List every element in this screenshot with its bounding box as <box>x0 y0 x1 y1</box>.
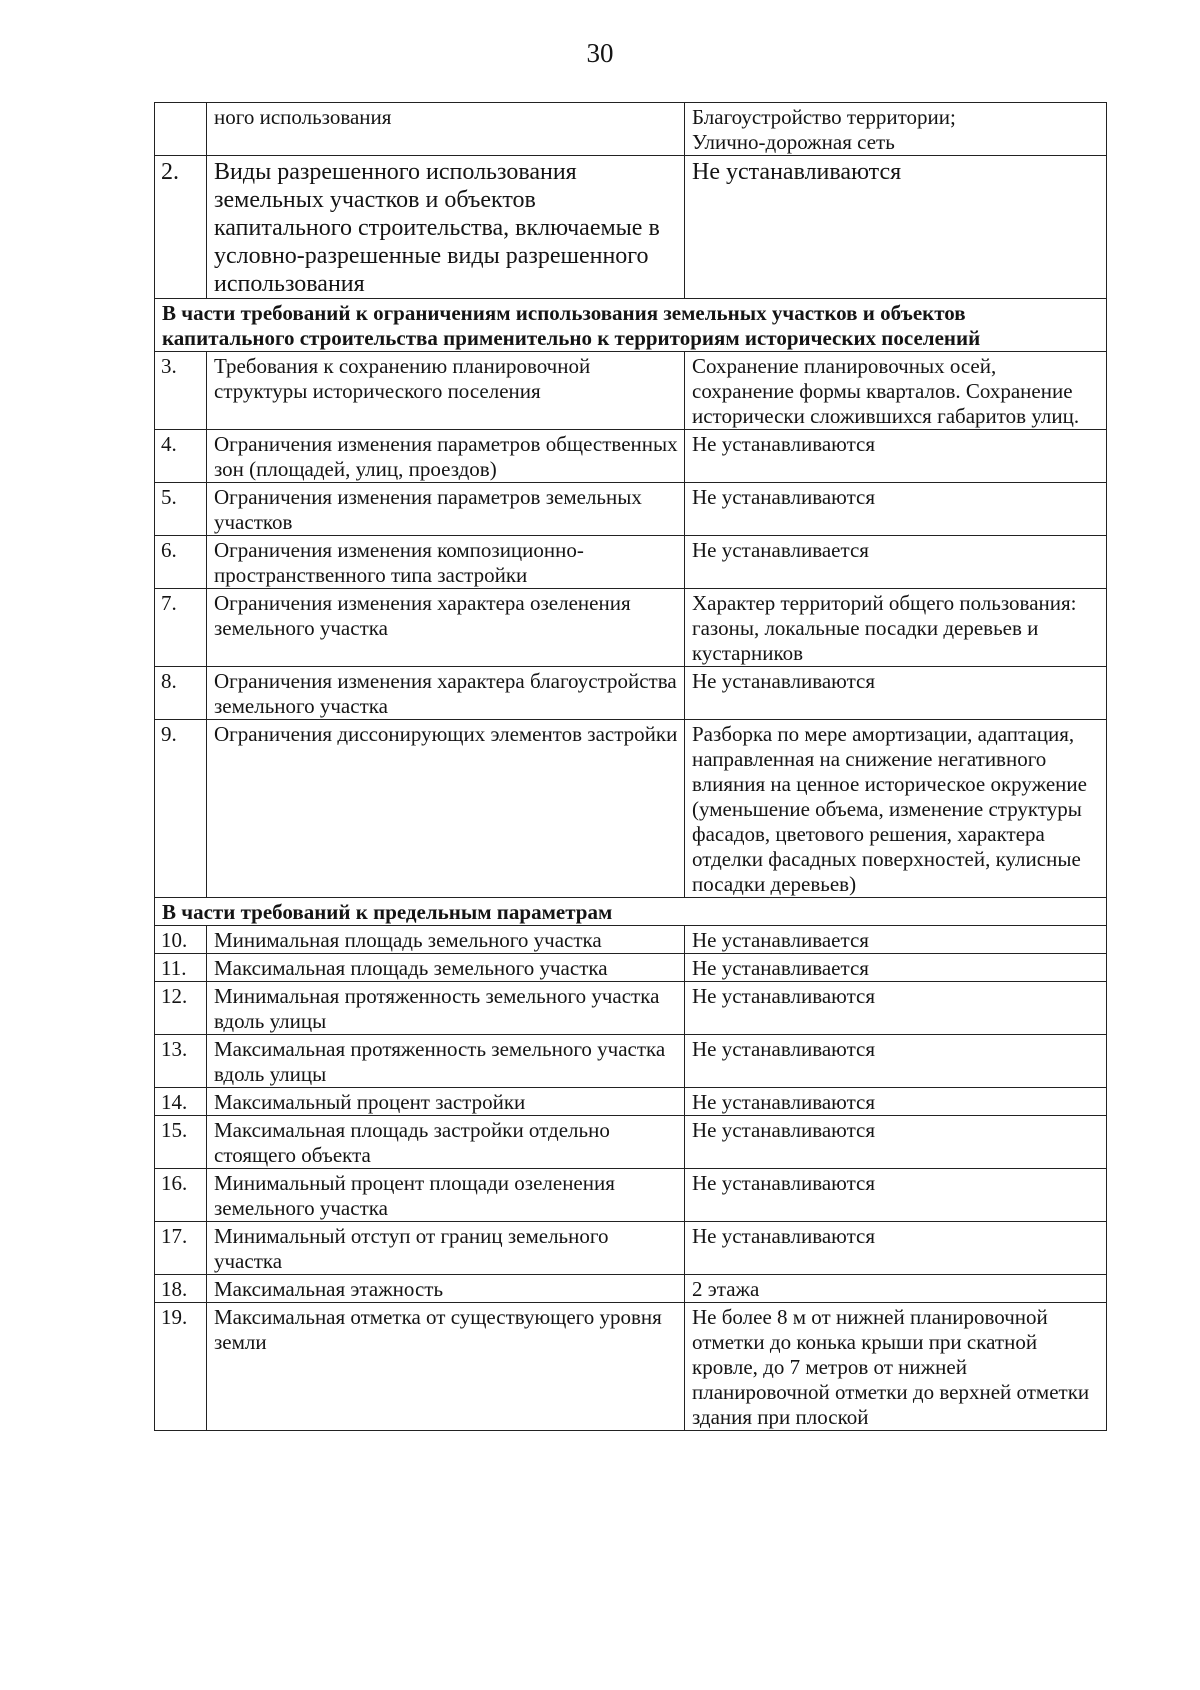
row-number-cell: 9. <box>155 720 207 898</box>
row-name-cell: Минимальная площадь земельного участка <box>207 926 685 954</box>
row-name-cell: ного использования <box>207 103 685 156</box>
table-row <box>155 483 1107 536</box>
section-header-row <box>155 898 1107 926</box>
row-value-cell: Не устанавливаются <box>685 483 1107 536</box>
row-number-cell: 18. <box>155 1275 207 1303</box>
row-value-cell: Не устанавливаются <box>685 1169 1107 1222</box>
row-number-cell: 12. <box>155 982 207 1035</box>
table-row <box>155 103 1107 156</box>
row-number-cell: 8. <box>155 667 207 720</box>
row-value-cell: Не более 8 м от нижней планировочной отметки до конька крыши при скатной кровле, до 7 метров от нижней планировочной отметки до верхней отметки здания при плоской <box>685 1303 1107 1431</box>
row-name-cell: Ограничения диссонирующих элементов застройки <box>207 720 685 898</box>
table-row <box>155 430 1107 483</box>
row-number-cell: 17. <box>155 1222 207 1275</box>
row-value-cell: Не устанавливаются <box>685 1035 1107 1088</box>
row-number-cell: 11. <box>155 954 207 982</box>
table-row <box>155 1116 1107 1169</box>
row-value-cell: Не устанавливаются <box>685 1088 1107 1116</box>
row-name-cell: Ограничения изменения параметров земельных участков <box>207 483 685 536</box>
section-header-limits: В части требований к предельным параметрам <box>155 898 1107 926</box>
table-row <box>155 1275 1107 1303</box>
row-value-cell: Не устанавливаются <box>685 982 1107 1035</box>
row-name-cell: Максимальная этажность <box>207 1275 685 1303</box>
row-name-cell: Ограничения изменения композиционно-пространственного типа застройки <box>207 536 685 589</box>
row-value-cell: Сохранение планировочных осей, сохранение формы кварталов. Сохранение исторически сложившихся габаритов улиц. <box>685 352 1107 430</box>
table-row <box>155 720 1107 898</box>
table-row <box>155 536 1107 589</box>
table-row <box>155 589 1107 667</box>
row-value-cell: Характер территорий общего пользования: газоны, локальные посадки деревьев и кустарников <box>685 589 1107 667</box>
row-value-cell: Не устанавливается <box>685 536 1107 589</box>
row-name-cell: Ограничения изменения параметров общественных зон (площадей, улиц, проездов) <box>207 430 685 483</box>
section-header-row <box>155 299 1107 352</box>
limit-rows <box>155 926 1107 1431</box>
row-name-cell: Максимальная площадь застройки отдельно стоящего объекта <box>207 1116 685 1169</box>
table-row <box>155 1035 1107 1088</box>
row-value-cell: Не устанавливается <box>685 926 1107 954</box>
row-number-cell: 3. <box>155 352 207 430</box>
row-number-cell: 10. <box>155 926 207 954</box>
row-value-cell: Не устанавливаются <box>685 430 1107 483</box>
table-row <box>155 1088 1107 1116</box>
row-name-cell: Минимальный отступ от границ земельного участка <box>207 1222 685 1275</box>
row-number-cell: 15. <box>155 1116 207 1169</box>
row-number-cell: 2. <box>155 156 207 299</box>
row-number-cell <box>155 103 207 156</box>
row-value-cell <box>685 103 1107 156</box>
row-name-cell: Максимальный процент застройки <box>207 1088 685 1116</box>
row-value-cell: Разборка по мере амортизации, адаптация, направленная на снижение негативного влияния на ценное историческое окружение (уменьшение объема, изменение структуры фасадов, цветового решения, характера отделки фасадных поверхностей, кулисные посадки деревьев) <box>685 720 1107 898</box>
row-name-cell: Максимальная отметка от существующего уровня земли <box>207 1303 685 1431</box>
row-name-cell: Минимальная протяженность земельного участка вдоль улицы <box>207 982 685 1035</box>
value-line: Благоустройство территории; <box>692 105 956 129</box>
row-name-cell: Требования к сохранению планировочной структуры исторического поселения <box>207 352 685 430</box>
row-value-cell: Не устанавливаются <box>685 1116 1107 1169</box>
table-row <box>155 1169 1107 1222</box>
table-row <box>155 667 1107 720</box>
row-name-cell: Ограничения изменения характера благоустройства земельного участка <box>207 667 685 720</box>
page-number: 30 <box>586 38 614 68</box>
row-number-cell: 13. <box>155 1035 207 1088</box>
row-value-cell: Не устанавливаются <box>685 1222 1107 1275</box>
table-row <box>155 982 1107 1035</box>
row-value-cell: Не устанавливается <box>685 954 1107 982</box>
row-number-cell: 7. <box>155 589 207 667</box>
row-value-cell: 2 этажа <box>685 1275 1107 1303</box>
table-row <box>155 1222 1107 1275</box>
row-number-cell: 4. <box>155 430 207 483</box>
table-row <box>155 352 1107 430</box>
row-value-cell: Не устанавливаются <box>685 156 1107 299</box>
row-name-cell: Максимальная площадь земельного участка <box>207 954 685 982</box>
row-name-cell: Виды разрешенного использования земельных участков и объектов капитального строительства, включаемые в условно-разрешенные виды разрешенного использования <box>207 156 685 299</box>
value-line: Улично-дорожная сеть <box>692 130 895 154</box>
row-number-cell: 5. <box>155 483 207 536</box>
table-row <box>155 1303 1107 1431</box>
table-row <box>155 954 1107 982</box>
row-value-cell: Не устанавливаются <box>685 667 1107 720</box>
row-number-cell: 16. <box>155 1169 207 1222</box>
table-row <box>155 926 1107 954</box>
row-number-cell: 19. <box>155 1303 207 1431</box>
table-row <box>155 156 1107 299</box>
row-number-cell: 14. <box>155 1088 207 1116</box>
row-name-cell: Максимальная протяженность земельного участка вдоль улицы <box>207 1035 685 1088</box>
historic-rows <box>155 352 1107 898</box>
row-number-cell: 6. <box>155 536 207 589</box>
section-header-historic: В части требований к ограничениям использования земельных участков и объектов капитального строительства применительно к территориям исторических поселений <box>155 299 1107 352</box>
regulations-table <box>154 102 1107 1431</box>
row-name-cell: Ограничения изменения характера озеленения земельного участка <box>207 589 685 667</box>
row-name-cell: Минимальный процент площади озеленения земельного участка <box>207 1169 685 1222</box>
